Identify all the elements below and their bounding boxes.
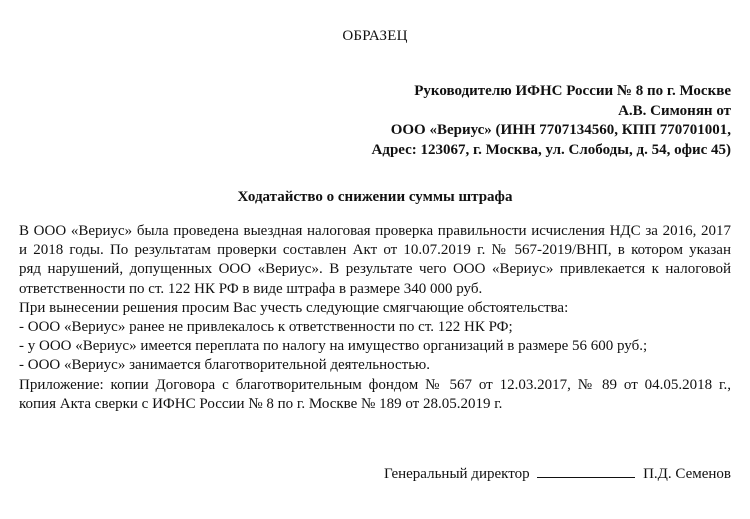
addressee-line-company: ООО «Вериус» (ИНН 7707134560, КПП 770701001,: [390, 122, 731, 138]
paragraph-line: ответственности по ст. 122 НК РФ в виде штрафа в размере 340 000 руб.: [19, 280, 483, 297]
addressee-line-recipient-name: А.В. Симонян от: [618, 102, 731, 119]
circumstances-intro: При вынесении решения просим Вас учесть следующие смягчающие обстоятельства:: [19, 299, 569, 316]
signatory-position: Генеральный директор: [383, 466, 530, 482]
addressee-line-recipient: Руководителю ИФНС России № 8 по г. Москве: [414, 83, 731, 99]
paragraph-line: ряд нарушений, допущенных ООО «Вериус». В результате чего ООО «Вериус» привлекается к налоговой: [19, 261, 731, 278]
document-title: Ходатайство о снижении суммы штрафа: [237, 189, 513, 205]
addressee-block: [372, 82, 731, 160]
attachment-line: копия Акта сверки с ИФНС России № 8 по г. Москве № 189 от 28.05.2019 г.: [19, 395, 503, 412]
signatory-name: П.Д. Семенов: [643, 466, 731, 482]
paragraph-line: и 2018 годы. По результатам проверки составлен Акт от 10.07.2019 г. № 567-2019/ВНП, в котором указан: [19, 242, 731, 259]
circumstance-item: - ООО «Вериус» занимается благотворительной деятельностью.: [19, 357, 431, 374]
addressee-line-address: Адрес: 123067, г. Москва, ул. Слободы, д. 54, офис 45): [371, 141, 731, 158]
circumstance-item: - ООО «Вериус» ранее не привлекалось к ответственности по ст. 122 НК РФ;: [19, 319, 513, 336]
document-body: [19, 222, 731, 414]
sample-label: ОБРАЗЕЦ: [342, 28, 408, 44]
attachment-line: Приложение: копии Договора с благотворительным фондом № 567 от 12.03.2017, № 89 от 04.05.2018 г.,: [19, 376, 731, 393]
signature-line: [537, 465, 635, 478]
paragraph-line: В ООО «Вериус» была проведена выездная налоговая проверка правильности исчисления НДС за 2016, 2017: [19, 223, 731, 239]
signature-block: [384, 465, 731, 483]
circumstance-item: - у ООО «Вериус» имеется переплата по налогу на имущество организаций в размере 56 600 руб.;: [19, 338, 648, 355]
